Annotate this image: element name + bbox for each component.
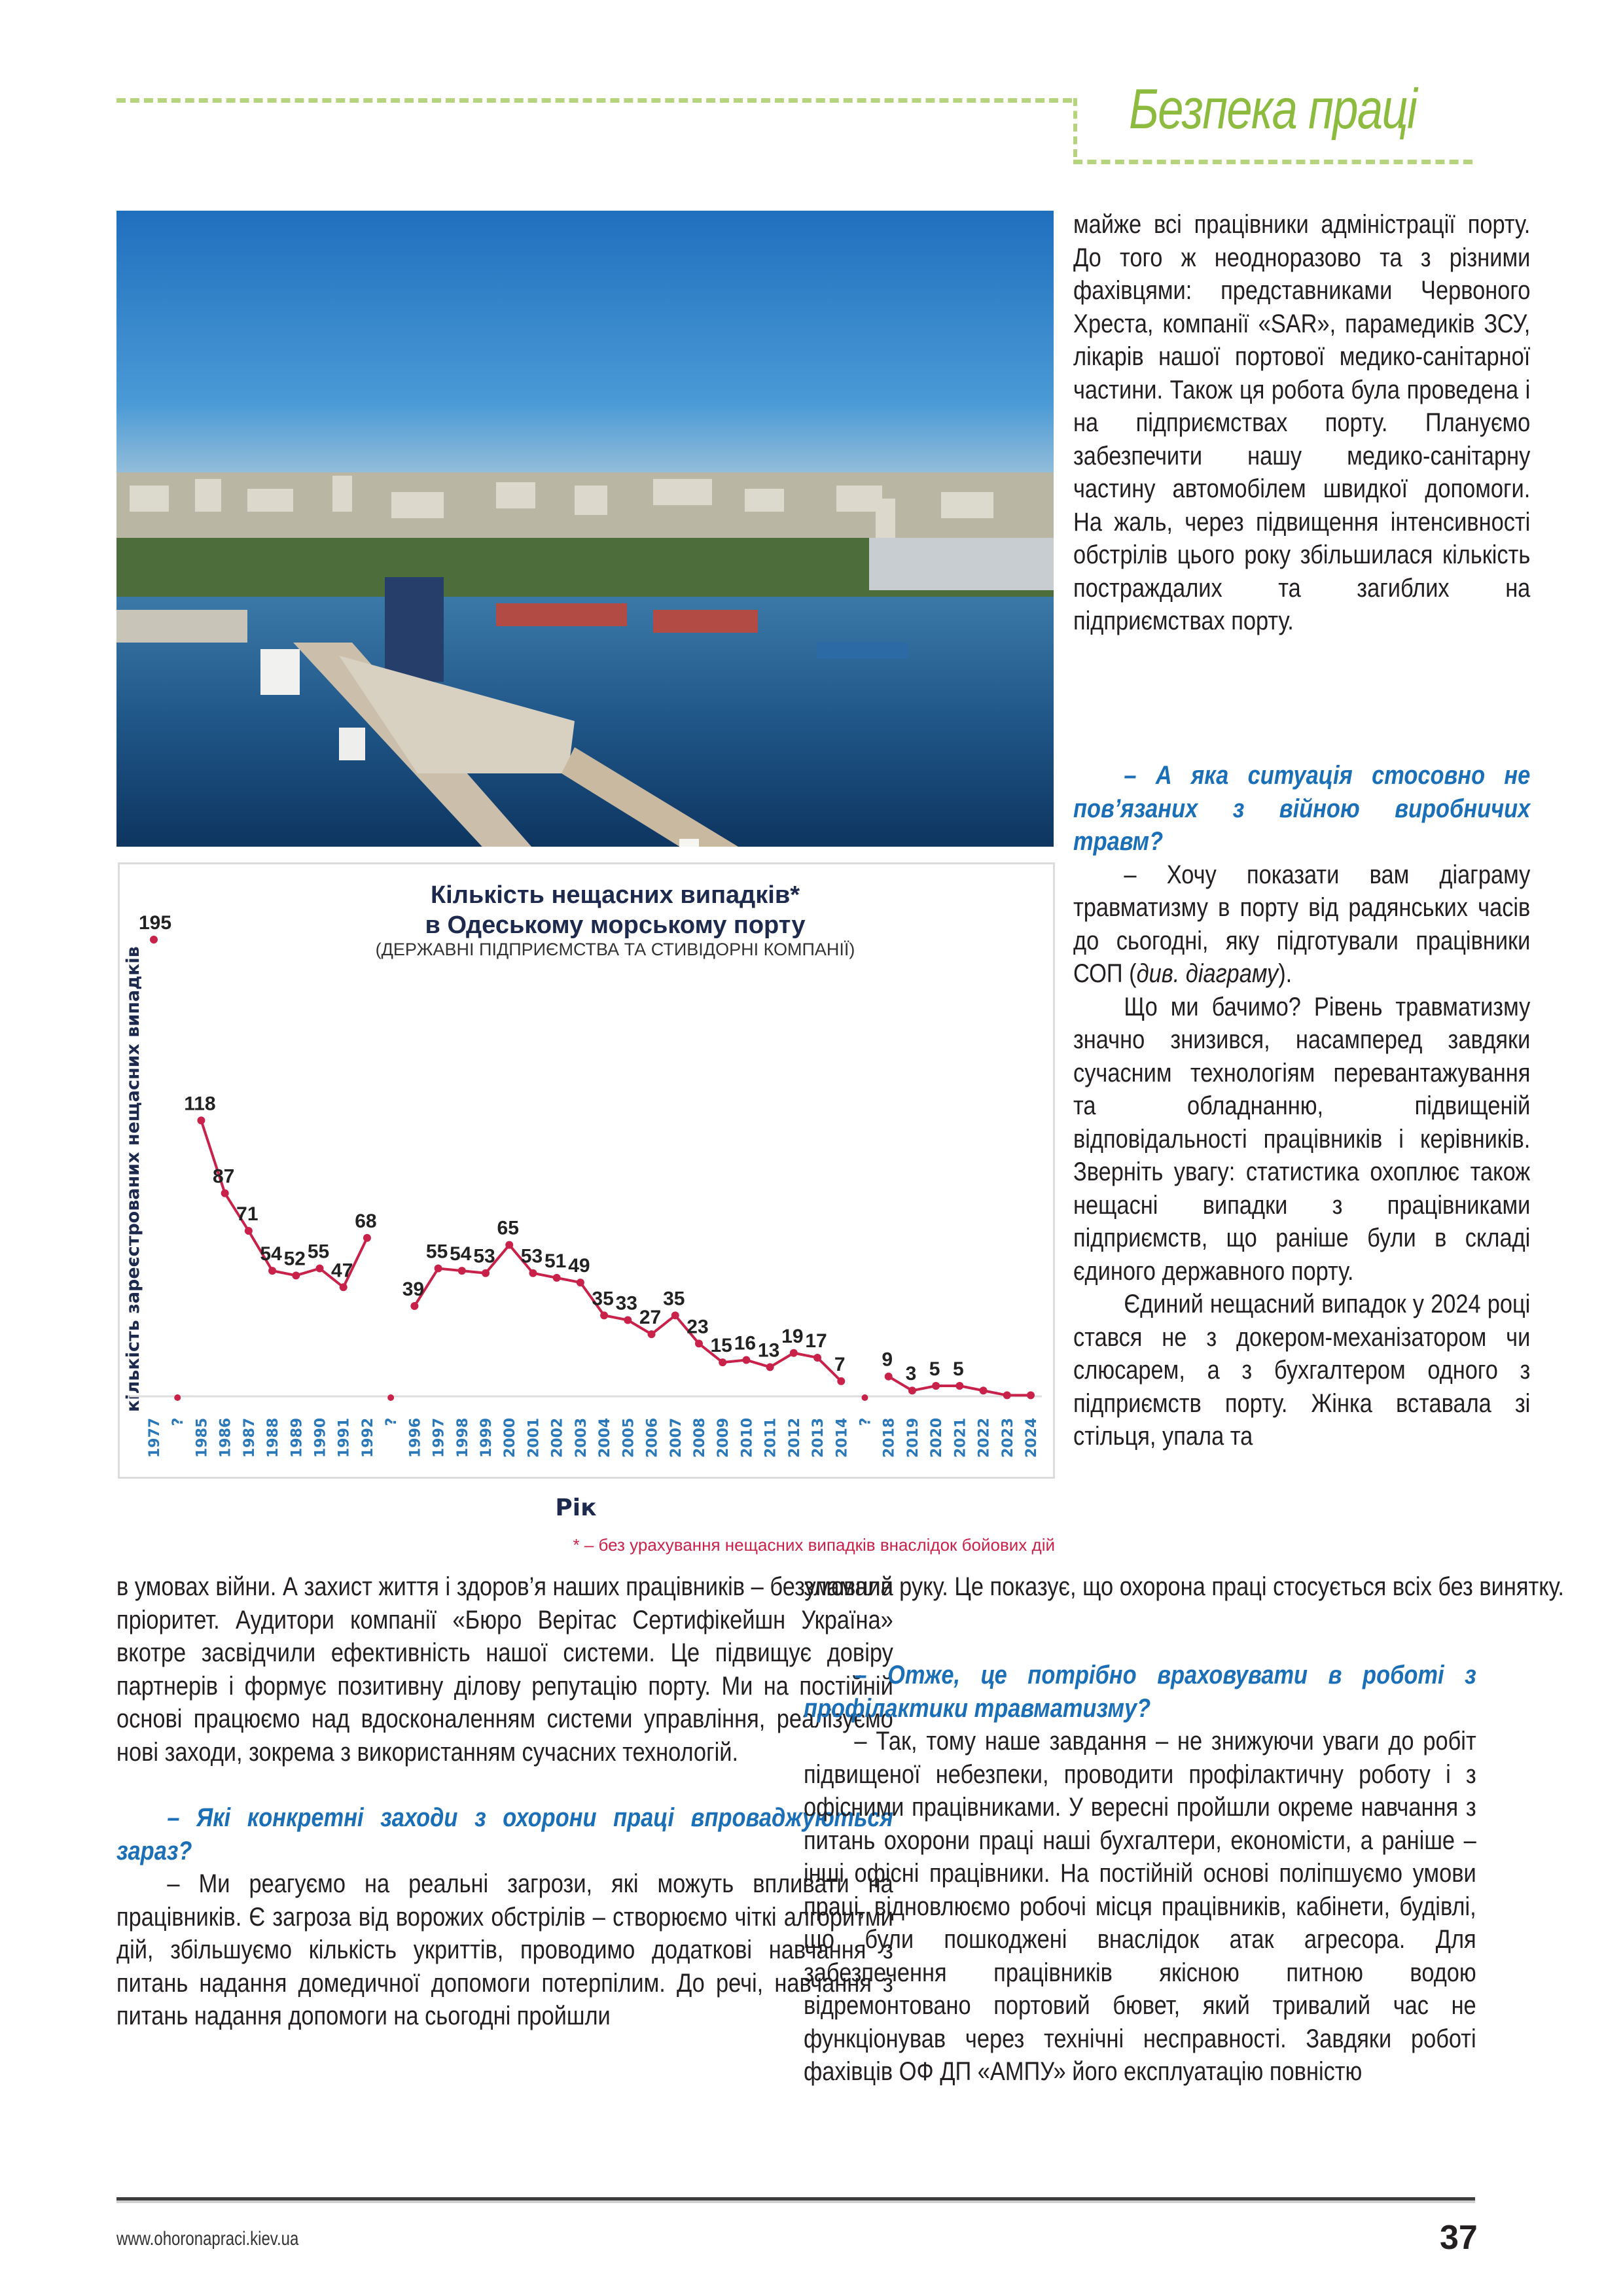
x-tick-label: 2022 [976,1417,993,1458]
x-tick-label: 2002 [549,1417,566,1458]
data-point [648,1330,656,1338]
data-point [1027,1391,1035,1399]
data-point [813,1354,821,1362]
data-point [553,1274,561,1282]
chart-footnote: * – без урахування нещасних випадків внаслідок бойових дій [573,1535,1055,1555]
data-label: 35 [663,1288,685,1310]
data-label: 53 [473,1245,495,1267]
y-axis-label: кількість зареєстрованих нещасних випадків [123,946,143,1412]
interview-question: – Які конкретні заходи з охорони праці впроваджуються зараз? [116,1803,893,1865]
x-tick-label: 2010 [739,1417,756,1458]
data-point [150,936,158,944]
interview-question: – Отже, це потрібно враховувати в роботі з профілактики травматизму? [804,1661,1476,1723]
data-point [955,1382,963,1390]
data-label: 195 [138,911,172,934]
data-label: 55 [425,1241,448,1263]
x-tick-label: 1987 [241,1417,258,1458]
x-tick-label: 2019 [904,1417,921,1458]
data-label: 118 [184,1093,216,1115]
data-label: 39 [402,1278,425,1300]
data-point [363,1234,371,1242]
footer-rule-shadow [116,2200,1475,2203]
data-label: 55 [307,1241,330,1263]
data-label: 65 [497,1217,519,1239]
data-label: 51 [544,1250,567,1272]
x-tick-label: 1991 [336,1417,353,1458]
x-tick-label: 2018 [881,1417,898,1458]
x-tick-label: 1990 [312,1417,329,1458]
data-point [1003,1391,1011,1399]
data-label: 68 [355,1210,377,1232]
x-tick-label: 1997 [431,1417,448,1458]
x-tick-label: 2003 [573,1417,590,1458]
data-point [790,1349,798,1357]
data-point [410,1302,418,1310]
data-label: 5 [953,1358,964,1381]
left-column-text [116,1570,893,2033]
data-label: 47 [331,1260,353,1282]
data-label: 3 [905,1363,917,1385]
data-point [980,1386,988,1394]
data-label: 33 [615,1292,638,1315]
port-photo [116,211,1054,847]
x-tick-label: 1986 [217,1417,234,1458]
data-point [671,1311,679,1319]
data-point [340,1283,348,1291]
data-point [458,1267,466,1275]
section-title: Безпека праці [1129,78,1417,141]
interview-answer: – Ми реагуємо на реальні загрози, які можуть впливати на працівників. Є загроза від ворожих обстрілів – створюємо чіткі алгоритми дій, збільшуємо кількість укриттів, проводимо додаткові навчання з питань надання домедичної допомоги потерпілим. До речі, навчання з питань надання допомоги на сьогодні пройшли [116,1869,893,2030]
header-dashed-divider [1073,98,1077,157]
chart-title-line2: в Одеському морському порту [425,911,806,939]
paragraph: зламала руку. Це показує, що охорона праці стосується всіх без винятку. [804,1572,1564,1601]
x-tick-label: 2012 [786,1417,803,1458]
x-tick-label: 2024 [1024,1417,1040,1458]
data-label: 35 [592,1288,614,1310]
data-label: 27 [639,1307,662,1329]
data-point [719,1358,726,1366]
x-tick-label: 1989 [289,1417,306,1458]
data-label: 7 [834,1353,846,1375]
data-point [435,1265,442,1273]
paragraph: в умовах війни. А захист життя і здоров’я наших працівників – безумовний пріоритет. Аудитори компанії «Бюро Верітас Сертифікейшн Україна» вкотре засвідчили ефективність нашої системи. Це підвищує довіру партнерів і формує позитивну ділову репутацію порту. Ми на постійній основі працюємо над вдосконаленням системи управління, реалізуємо нові заходи, зокрема з використанням сучасних технологій. [116,1572,893,1767]
x-tick-label: 2021 [952,1417,969,1458]
x-tick-label: 2001 [526,1417,543,1458]
right-column-top-text [1073,208,1530,638]
x-tick-label: 2014 [834,1417,851,1458]
diagram-reference: див. діаграму [1136,959,1279,988]
paragraph: Що ми бачимо? Рівень травматизму значно знизився, насамперед завдяки сучасним технологіям перевантажування та обладнанню, підвищеній відповідальності працівників і керівників. Зверніть увагу: статистика охоплює також нещасні випадки з працівниками підприємств, що раніше були в складі єдиного державного порту. [1073,992,1531,1286]
data-label: 54 [260,1243,282,1265]
data-point [268,1267,276,1275]
x-tick-label: 2009 [715,1417,732,1458]
data-point [885,1373,893,1381]
right-column-mid-text [1073,759,1530,1453]
footer-url[interactable]: www.ohoronapraci.kiev.ua [116,2228,299,2250]
x-tick-label: 2020 [929,1417,946,1458]
data-point [695,1339,703,1347]
data-point [766,1363,774,1371]
data-point [292,1271,300,1279]
x-tick-label: 1985 [194,1417,211,1458]
data-label: 54 [450,1243,472,1265]
data-label: 23 [687,1316,709,1338]
data-label: 71 [236,1203,259,1226]
x-tick-label: ? [857,1417,874,1426]
x-tick-label: 2007 [668,1417,685,1458]
data-label: 5 [929,1358,940,1381]
x-axis-title: Рік [555,1494,597,1521]
x-tick-label: ? [383,1417,401,1426]
x-tick-label: 1999 [478,1417,495,1458]
gap-marker [387,1394,394,1401]
data-point [245,1227,253,1235]
data-label: 19 [781,1325,804,1347]
paragraph: Єдиний нещасний випадок у 2024 році стався не з докером-механізатором чи слюсарем, а з бухгалтером одного з підприємств порту. Жінка вставала зі стільця, упала та [1073,1290,1531,1451]
x-tick-label: 2013 [810,1417,827,1458]
data-point [600,1311,608,1319]
data-label: 87 [212,1165,235,1188]
data-label: 49 [568,1255,590,1277]
data-label: 17 [805,1330,827,1352]
data-point [742,1356,750,1364]
right-column-low-text [804,1659,1476,2089]
x-tick-label: 1992 [359,1417,376,1458]
chart-title: Кількість нещасних випадків* [430,881,800,909]
accidents-line-chart [118,862,1055,1569]
data-label: 16 [734,1332,757,1354]
data-point [577,1279,584,1286]
interview-question: – А яка ситуація стосовно не пов’язаних з війною виробничих травм? [1073,761,1531,856]
x-tick-label: 2005 [620,1417,637,1458]
data-point [482,1269,490,1277]
data-label: 13 [757,1339,780,1362]
data-point [529,1269,537,1277]
data-point [624,1316,632,1324]
paragraph: майже всі працівники адміністрації порту. До того ж неодноразово та з різними фахівцями: представниками Червоного Хреста, компанії «SAR», парамедиків ЗСУ, лікарів нашої портової медико-санітарної частини. Також ця робота була проведена і на підприємствах порту. Плануємо забезпечити нашу медико-санітарну частину автомобілем швидкої допомоги. На жаль, через підвищення інтенсивності обстрілів цього року збільшилася кількість постраждалих та загиблих на підприємствах порту. [1073,210,1531,635]
data-point [316,1265,324,1273]
x-tick-label: 2006 [644,1417,661,1458]
header-dashed-underline [1073,160,1472,164]
gap-marker [861,1394,868,1401]
data-label: 15 [710,1335,732,1357]
x-tick-label: 2004 [597,1417,614,1458]
data-point [221,1190,229,1197]
x-tick-label: 2011 [762,1417,779,1458]
header-dashed-rule [116,98,1072,103]
x-tick-label: 2008 [691,1417,708,1458]
x-tick-labels [147,1418,1040,1458]
data-label: 53 [520,1245,543,1267]
x-tick-label: 1996 [407,1417,424,1458]
x-tick-label: 2023 [999,1417,1016,1458]
gap-marker [174,1394,181,1401]
port-aerial-image [116,211,1054,847]
interview-answer: – Хочу показати вам діаграму травматизму в порту від радянських часів до сьогодні, яку підготували працівники СОП (див. діаграму). [1073,860,1531,988]
data-point [837,1377,845,1385]
data-point [908,1386,916,1394]
x-tick-label: 1977 [147,1417,163,1458]
x-tick-label: 2000 [502,1417,519,1458]
chart-subtitle: (ДЕРЖАВНІ ПІДПРИЄМСТВА ТА СТИВІДОРНІ КОМПАНІЇ) [375,940,855,959]
x-tick-label: 1998 [454,1417,471,1458]
series-layer [139,912,1035,1401]
x-tick-label: 1988 [265,1417,282,1458]
continuation-text [804,1570,1580,1604]
data-point [932,1382,940,1390]
data-label: 9 [882,1349,893,1371]
page-number: 37 [1440,2219,1478,2257]
x-tick-label: ? [170,1417,187,1426]
data-point [505,1241,513,1249]
data-point [197,1116,205,1124]
interview-answer: – Так, тому наше завдання – не знижуючи уваги до робіт підвищеної небезпеки, проводити профілактичну роботу і з офісними працівниками. У вересні пройшли окреме навчання з питань охорони праці наші бухгалтери, економісти, а раніше – інші офісні працівники. На постійній основі поліпшуємо умови праці, відновлюємо робочі місця працівників, кабінети, будівлі, що були пошкоджені внаслідок атак агресора. Для забезпечення працівників якісною питною водою відремонтовано портовий бювет, який тривалий час не функціонував через технічні несправності. Завдяки роботі фахівців ОФ ДП «АМПУ» його експлуатацію повністю [804,1727,1476,2086]
data-label: 52 [283,1248,306,1270]
